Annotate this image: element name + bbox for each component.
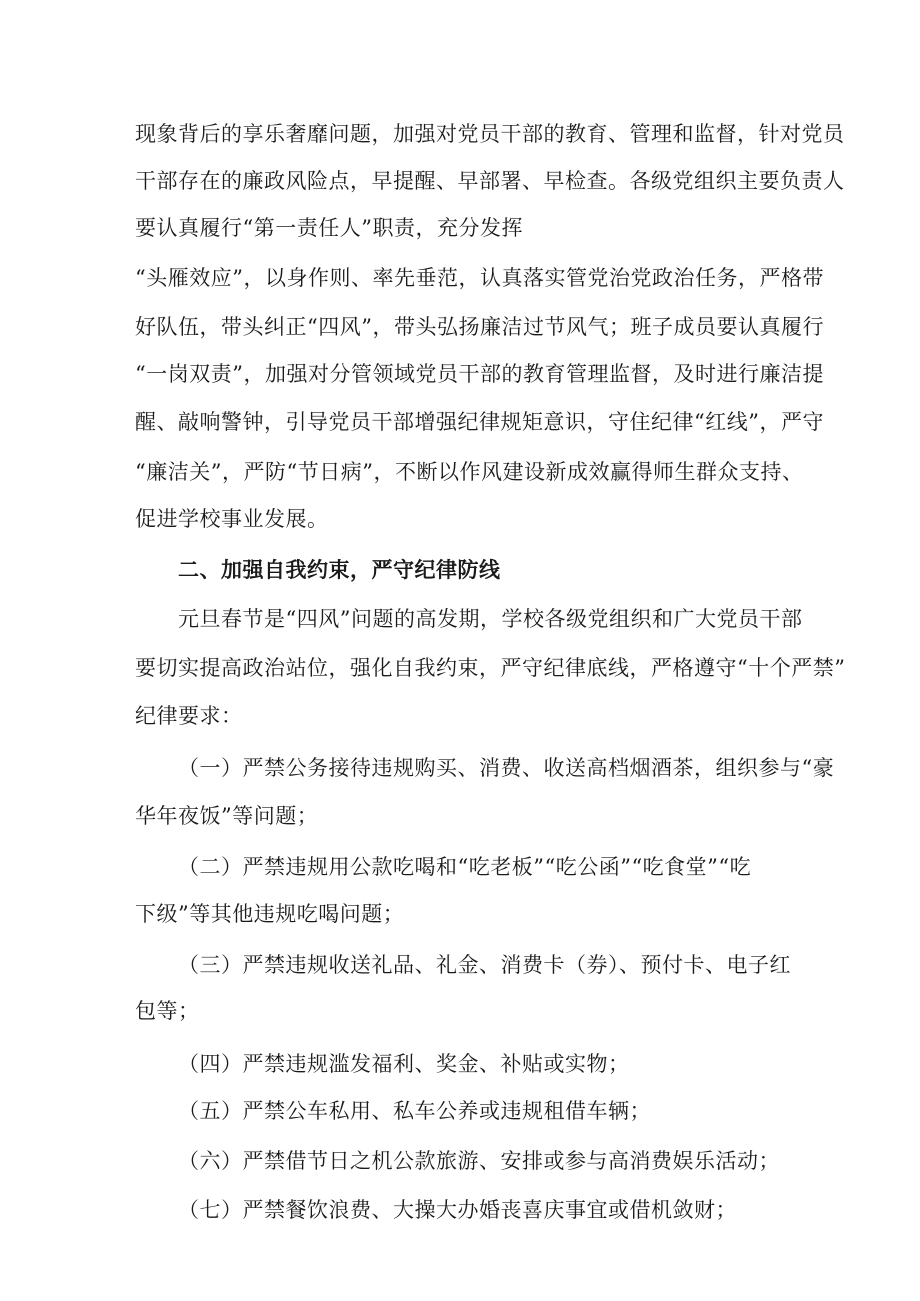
text-line: “一岗双责”，加强对分管领域党员干部的教育管理监督，及时进行廉洁提 <box>135 362 824 386</box>
text-line: 现象背后的享乐奢靡问题，加强对党员干部的教育、管理和监督，针对党员 <box>135 122 845 146</box>
text-line: “廉洁关”，严防“节日病”，不断以作风建设新成效赢得师生群众支持、 <box>135 460 804 484</box>
section-heading: 二、加强自我约束，严守纪律防线 <box>178 557 501 582</box>
list-item: （一）严禁公务接待违规购买、消费、收送高档烟酒茶，组织参与“豪 <box>178 756 835 780</box>
text-line: 干部存在的廉政风险点，早提醒、早部署、早检查。各级党组织主要负责人 <box>135 169 845 193</box>
list-item: （四）严禁违规滥发福利、奖金、补贴或实物； <box>178 1052 630 1076</box>
list-item: （六）严禁借节日之机公款旅游、安排或参与高消费娱乐活动； <box>178 1149 780 1173</box>
text-line: 醒、敲响警钟，引导党员干部增强纪律规矩意识，守住纪律“红线”，严守 <box>135 410 824 434</box>
list-item: （二）严禁违规用公款吃喝和“吃老板”“吃公函”“吃食堂”“吃 <box>178 855 752 879</box>
list-item: （三）严禁违规收送礼品、礼金、消费卡（券）、预付卡、电子红 <box>178 953 791 977</box>
list-item: （七）严禁餐饮浪费、大操大办婚丧喜庆事宜或借机敛财； <box>178 1198 737 1222</box>
text-line: 纪律要求： <box>135 704 243 728</box>
text-line: “头雁效应”，以身作则、率先垂范，认真落实管党治党政治任务，严格带 <box>135 266 824 290</box>
text-line: 好队伍，带头纠正“四风”，带头弘扬廉洁过节风气；班子成员要认真履行 <box>135 315 824 339</box>
text-line: 促进学校事业发展。 <box>135 507 329 531</box>
text-line: 元旦春节是“四风”问题的高发期，学校各级党组织和广大党员干部 <box>178 607 803 631</box>
text-line: 要切实提高政治站位，强化自我约束，严守纪律底线，严格遵守“十个严禁” <box>135 656 846 680</box>
text-line: 要认真履行“第一责任人”职责，充分发挥 <box>135 216 523 240</box>
list-item: （五）严禁公车私用、私车公养或违规租借车辆； <box>178 1099 651 1123</box>
text-line: 包等； <box>135 999 200 1023</box>
text-line: 下级”等其他违规吃喝问题； <box>135 902 405 926</box>
text-line: 华年夜饭”等问题； <box>135 804 319 828</box>
